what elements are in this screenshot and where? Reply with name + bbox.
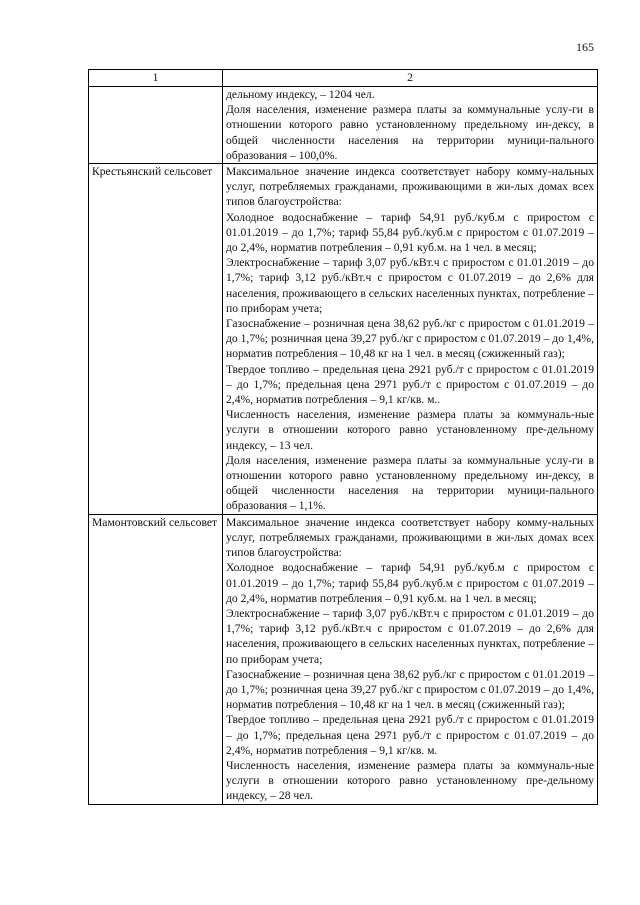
settlement-name-cell: Мамонтовский сельсовет [89,514,223,804]
description-cell [223,164,598,515]
paragraph: Доля населения, изменение размера платы за коммунальные услу-ги в отношении которого равно установленному предельному ин-дексу, в общей численности населения на территории муници-пального образования – 1,1%. [226,453,594,513]
paragraph: Численность населения, изменение размера платы за коммуналь-ные услуги в отношении которого равно установленному пре-дельному индексу, – 13 чел. [226,408,594,452]
table-row [89,164,598,515]
column-header: 2 [223,70,598,87]
description-cell [223,87,598,164]
data-table [88,69,598,805]
settlement-name-cell [89,87,223,164]
paragraph: Доля населения, изменение размера платы за коммунальные услу-ги в отношении которого равно установленному предельному ин-дексу, в общей численности населения на территории муници-пального образования – 100,0%. [226,103,594,162]
table-header-row [89,70,598,87]
paragraph: Численность населения, изменение размера платы за коммуналь-ные услуги в отношении которого равно установленному пре-дельному индексу, – 28 чел. [226,758,594,803]
paragraph: Максимальное значение индекса соответствует набору комму-нальных услуг, потребляемых гражданами, проживающими в жи-лых домах всех типов благоустройства: [226,165,594,209]
paragraph: Твердое топливо – предельная цена 2921 руб./т с приростом с 01.01.2019 – до 1,7%; предельная цена 2971 руб./т с приростом с 01.07.2019 – до 2,4%, норматив потребления – 9,1 кг/кв. м. [226,713,594,757]
paragraph: Электроснабжение – тариф 3,07 руб./кВт.ч с приростом с 01.01.2019 – до 1,7%; тариф 3,12 руб./кВт.ч с приростом с 01.07.2019 – до 2,6% для населения, проживающего в сельских населенных пунктах, потребление – по приборам учета; [226,256,594,315]
table-row [89,514,598,804]
paragraph: Максимальное значение индекса соответствует набору комму-нальных услуг, потребляемых гражданами, проживающими в жи-лых домах всех типов благоустройства: [226,515,594,560]
settlement-name-cell: Крестьянский сельсовет [89,164,223,515]
paragraph: Холодное водоснабжение – тариф 54,91 руб./куб.м с приростом с 01.01.2019 – до 1,7%; тариф 55,84 руб./куб.м с приростом с 01.07.2019 – до 2,4%, норматив потребления – 0,91 куб.м. на 1 чел. в месяц; [226,210,594,255]
page-number: 165 [576,40,594,54]
paragraph: дельному индексу, – 1204 чел. [226,88,375,101]
paragraph: Газоснабжение – розничная цена 38,62 руб./кг с приростом с 01.01.2019 – до 1,7%; розничная цена 39,27 руб./кг с приростом с 01.07.2019 – до 1,4%, норматив потребления – 10,48 кг на 1 чел. в месяц (сжиженный газ); [226,667,594,712]
paragraph: Твердое топливо – предельная цена 2921 руб./т с приростом с 01.01.2019 – до 1,7%; предельная цена 2971 руб./т с приростом с 01.07.2019 – до 2,4%, норматив потребления – 9,1 кг/кв. м.. [226,362,594,407]
column-header: 1 [89,70,223,87]
table-row [89,87,598,164]
paragraph: Газоснабжение – розничная цена 38,62 руб./кг с приростом с 01.01.2019 – до 1,7%; розничная цена 39,27 руб./кг с приростом с 01.07.2019 – до 1,4%, норматив потребления – 10,48 кг на 1 чел. в месяц (сжиженный газ); [226,317,594,361]
paragraph: Электроснабжение – тариф 3,07 руб./кВт.ч с приростом с 01.01.2019 – до 1,7%; тариф 3,12 руб./кВт.ч с приростом с 01.07.2019 – до 2,6% для населения, проживающего в сельских населенных пунктах, потребление – по приборам учета; [226,606,594,666]
paragraph: Холодное водоснабжение – тариф 54,91 руб./куб.м с приростом с 01.01.2019 – до 1,7%; тариф 55,84 руб./куб.м с приростом с 01.07.2019 – до 2,4%, норматив потребления – 0,91 куб.м. на 1 чел. в месяц; [226,561,594,605]
description-cell [223,514,598,804]
